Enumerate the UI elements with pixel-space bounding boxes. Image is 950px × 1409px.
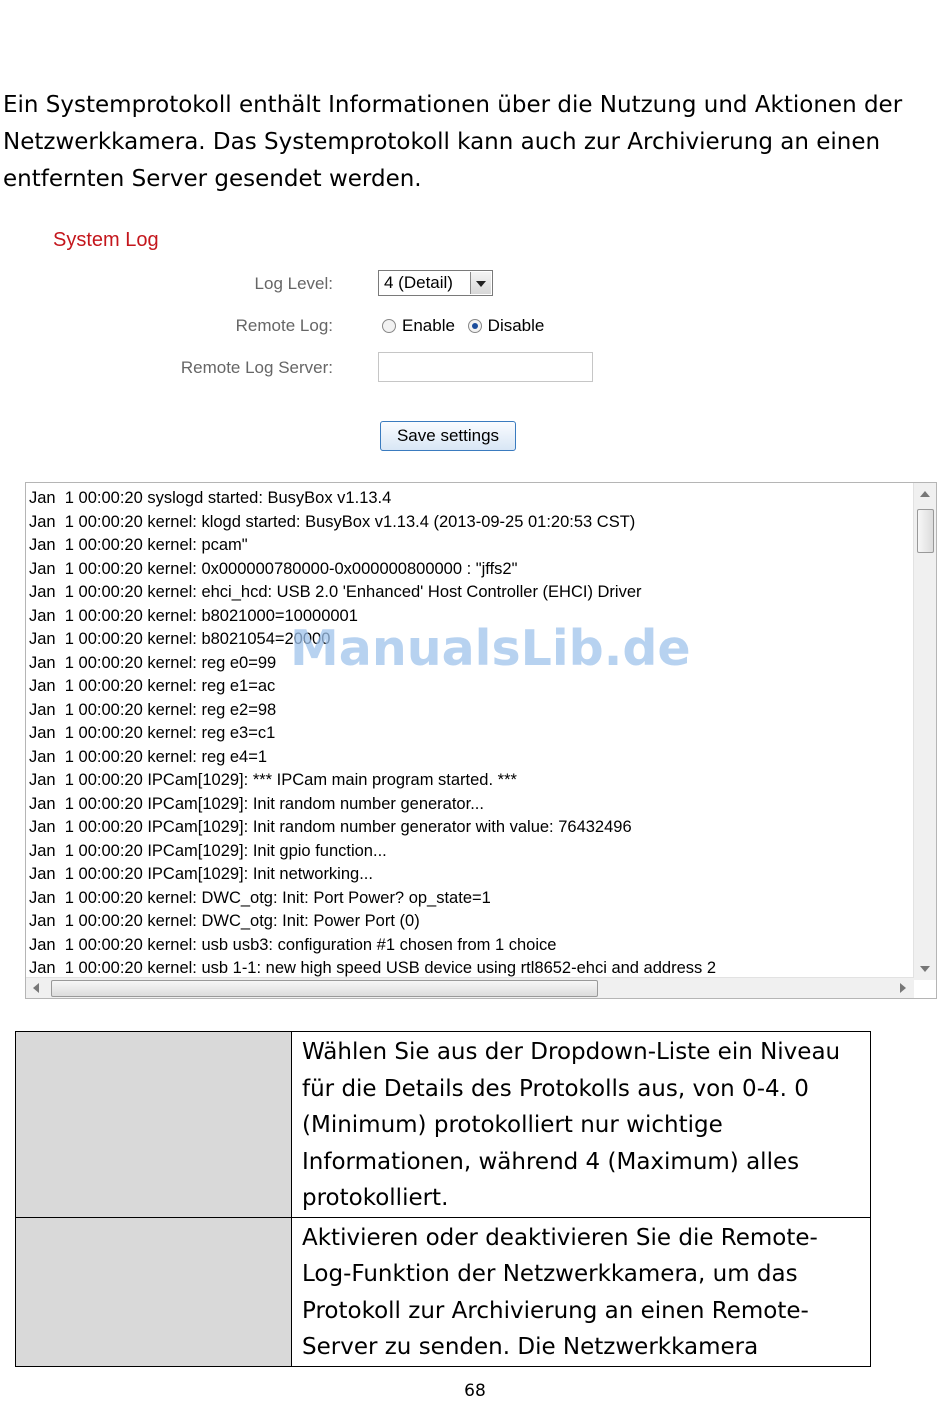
log-level-select[interactable] [378,270,493,296]
remote-log-server-label: Remote Log Server: [180,358,333,377]
system-log-textarea[interactable] [25,482,937,999]
log-level-label: Log Level: [254,274,333,293]
log-line: Jan 1 00:00:20 kernel: DWC_otg: Init: Port Power? op_state=1 [29,888,491,907]
log-line: Jan 1 00:00:20 kernel: b8021000=10000001 [29,606,358,625]
table-description-cell: Aktivieren oder deaktivieren Sie die Remote-Log-Funktion der Netzwerkkamera, um das Protokoll zur Archivierung an einen Remote-Server zu senden. Die Netzwerkkamera [292,1217,871,1366]
description-table [15,1031,871,1367]
page-number: 68 [464,1381,486,1401]
log-lines [29,487,909,981]
log-line: Jan 1 00:00:20 IPCam[1029]: Init random number generator with value: 76432496 [29,818,632,836]
table-row [16,1032,871,1218]
system-log-title: System Log [53,229,159,251]
vertical-scrollbar[interactable] [913,483,936,980]
scroll-right-icon[interactable] [900,983,906,993]
table-term-cell [16,1217,292,1366]
log-line: Jan 1 00:00:20 kernel: klogd started: BusyBox v1.13.4 (2013-09-25 01:20:53 CST) [29,512,636,531]
log-line: Jan 1 00:00:20 kernel: reg e4=1 [29,747,268,766]
save-settings-button[interactable]: Save settings [380,421,516,451]
remote-log-enable-label: Enable [402,316,455,335]
log-line: Jan 1 00:00:20 kernel: usb 1-1: new high speed USB device using rtl8652-ehci and address 2 [29,959,717,977]
log-line: Jan 1 00:00:20 kernel: reg e1=ac [29,677,276,695]
log-line: Jan 1 00:00:20 IPCam[1029]: Init random number generator... [29,794,484,813]
remote-log-disable-radio[interactable] [468,319,482,333]
log-line: Jan 1 00:00:20 kernel: reg e2=98 [29,700,277,719]
table-row [16,1217,871,1366]
horizontal-scroll-thumb[interactable] [51,980,598,997]
watermark: ManualsLib.de [290,620,691,677]
intro-paragraph: Ein Systemprotokoll enthält Informationen über die Nutzung und Aktionen der Netzwerkkamera. Das Systemprotokoll kann auch zur Archivierung an einen entfernten Server gesendet werden. [3,92,903,192]
log-line: Jan 1 00:00:20 IPCam[1029]: Init gpio function... [29,841,387,860]
scroll-left-icon[interactable] [33,983,39,993]
log-line: Jan 1 00:00:20 IPCam[1029]: Init networking... [29,865,373,883]
log-line: Jan 1 00:00:20 kernel: ehci_hcd: USB 2.0 'Enhanced' Host Controller (EHCI) Driver [29,583,642,601]
log-line: Jan 1 00:00:20 kernel: b8021054=20000 [29,630,331,648]
log-line: Jan 1 00:00:20 syslogd started: BusyBox v1.13.4 [29,489,392,507]
log-line: Jan 1 00:00:20 kernel: 0x000000780000-0x000000800000 : "jffs2" [29,559,518,578]
table-term-cell [16,1032,292,1218]
log-line: Jan 1 00:00:20 kernel: reg e3=c1 [29,724,276,742]
log-line: Jan 1 00:00:20 kernel: usb usb3: configuration #1 chosen from 1 choice [29,935,557,954]
log-line: Jan 1 00:00:20 kernel: DWC_otg: Init: Power Port (0) [29,912,420,930]
scroll-up-icon[interactable] [920,491,930,497]
remote-log-server-input[interactable] [378,352,593,382]
vertical-scroll-thumb[interactable] [917,509,934,553]
horizontal-scrollbar[interactable] [26,977,914,998]
remote-log-disable-label: Disable [487,316,545,335]
chevron-down-icon[interactable] [470,272,491,294]
remote-log-enable-radio[interactable] [382,319,396,333]
remote-log-radio-group [382,316,552,340]
log-line: Jan 1 00:00:20 IPCam[1029]: *** IPCam main program started. *** [29,771,517,789]
log-level-value: 4 (Detail) [384,273,453,292]
scroll-down-icon[interactable] [920,966,930,972]
log-line: Jan 1 00:00:20 kernel: pcam" [29,536,248,554]
table-description-cell: Wählen Sie aus der Dropdown-Liste ein Niveau für die Details des Protokolls aus, von 0-4. 0 (Minimum) protokolliert nur wichtige Informationen, während 4 (Maximum) alles protokolliert. [292,1032,871,1218]
remote-log-label: Remote Log: [235,316,333,335]
log-line: Jan 1 00:00:20 kernel: reg e0=99 [29,653,277,672]
